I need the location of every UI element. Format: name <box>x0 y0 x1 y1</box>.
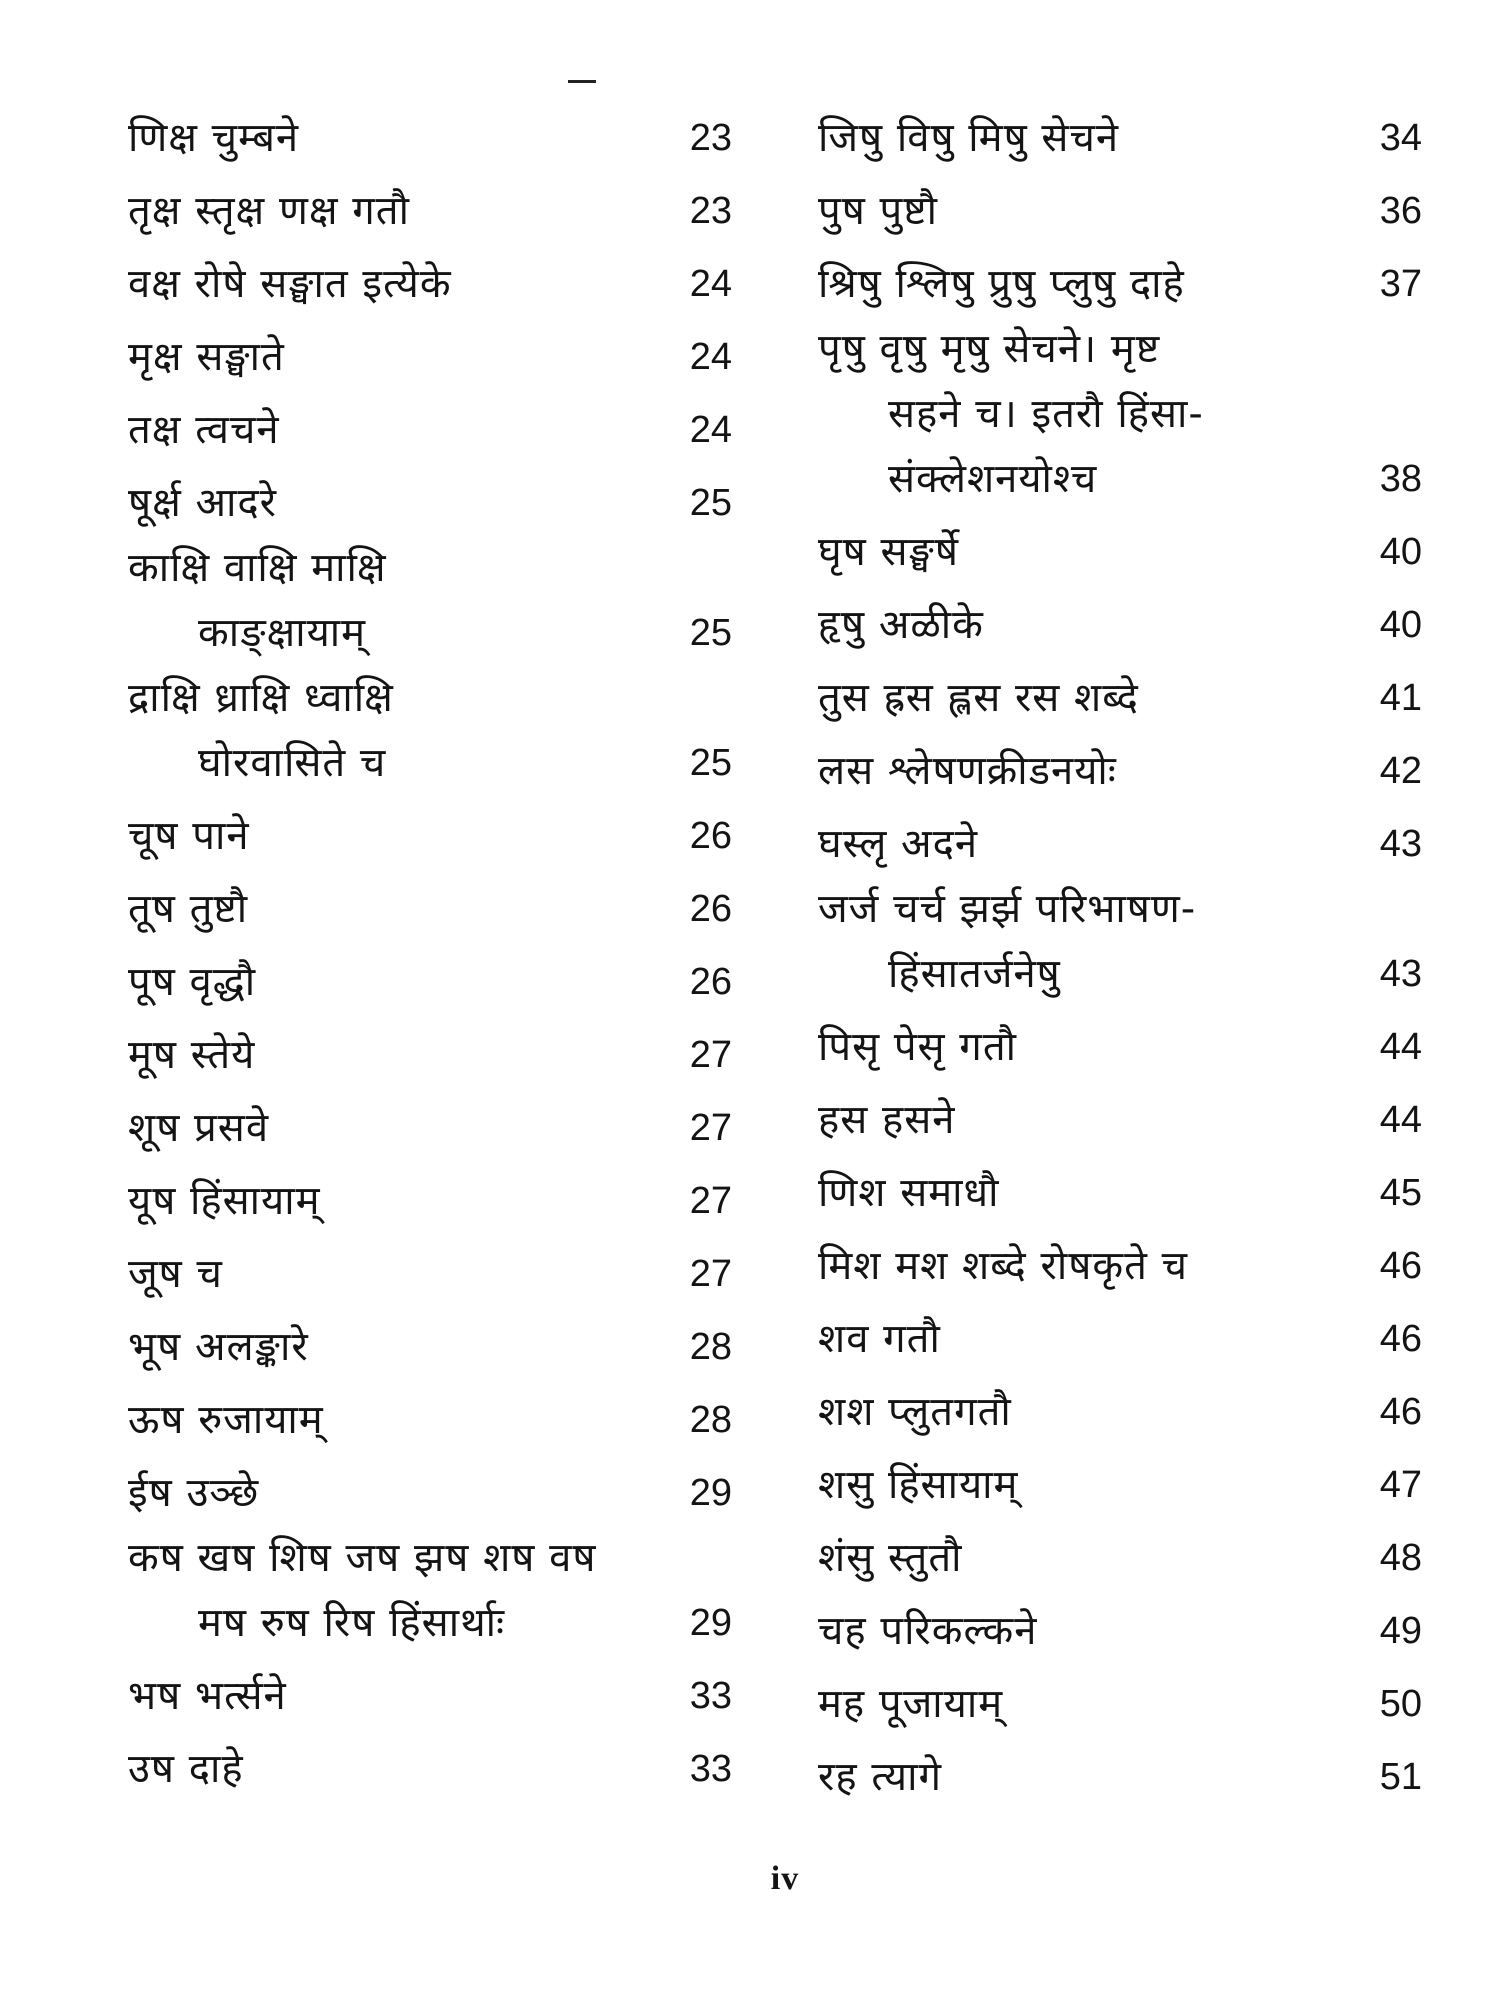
entry-title-line: शश प्लुतगतौ <box>818 1389 1012 1435</box>
entry-title-line: पुष पुष्टौ <box>818 188 938 234</box>
entry-page-number: 27 <box>689 1107 732 1149</box>
entry-page-number: 33 <box>689 1675 732 1717</box>
entry-title <box>128 252 652 317</box>
index-entry <box>818 1518 1422 1591</box>
entry-page-number: 37 <box>1379 263 1422 305</box>
entry-page-number: 27 <box>689 1253 732 1295</box>
entry-page-number: 24 <box>689 409 732 451</box>
entry-page-number: 40 <box>1379 531 1422 573</box>
entry-title-line: काक्षि वाक्षि माक्षि <box>128 545 387 591</box>
entry-title-line: मूष स्तेये <box>128 1032 256 1078</box>
index-entry <box>128 1161 732 1234</box>
entry-page-number: 49 <box>1379 1610 1422 1652</box>
index-entry <box>818 1445 1422 1518</box>
entry-title <box>818 1599 1342 1664</box>
index-entry <box>128 666 732 796</box>
entry-title-line: शूष प्रसवे <box>128 1105 270 1151</box>
entry-title-continuation: काङ्क्षायाम् <box>198 610 367 656</box>
entry-page-number: 50 <box>1379 1683 1422 1725</box>
entry-title <box>818 1672 1342 1737</box>
index-entry <box>128 1453 732 1526</box>
entry-page-number: 41 <box>1379 677 1422 719</box>
entry-title <box>818 877 1342 1007</box>
entry-title-line: शसु हिंसायाम् <box>818 1462 1019 1508</box>
index-entry <box>818 1299 1422 1372</box>
entry-page-number: 42 <box>1379 750 1422 792</box>
entry-title <box>818 1745 1342 1810</box>
entry-title <box>128 106 652 171</box>
index-entry <box>818 1372 1422 1445</box>
entry-title <box>128 877 652 942</box>
entry-title-continuation: घोरवासिते च <box>198 740 387 786</box>
entry-page-number: 27 <box>689 1180 732 1222</box>
index-entry <box>128 390 732 463</box>
index-entry <box>128 1234 732 1307</box>
entry-page-number: 46 <box>1379 1245 1422 1287</box>
entry-page-number: 25 <box>689 742 732 784</box>
index-entry <box>818 1737 1422 1810</box>
entry-title <box>128 1242 652 1307</box>
entry-title-line: चूष पाने <box>128 813 250 859</box>
entry-title-line: ऊष रुजायाम् <box>128 1397 324 1443</box>
entry-title-line: जूष च <box>128 1251 223 1297</box>
index-entry <box>128 1380 732 1453</box>
index-entry <box>128 1088 732 1161</box>
entry-page-number: 44 <box>1379 1099 1422 1141</box>
entry-page-number: 34 <box>1379 117 1422 159</box>
top-dash-mark <box>568 80 596 83</box>
entry-title-line: मिश मश शब्दे रोषकृते च <box>818 1243 1188 1289</box>
entry-title <box>818 1015 1342 1080</box>
entry-title <box>128 471 652 536</box>
entry-page-number: 24 <box>689 263 732 305</box>
entry-page-number: 29 <box>689 1472 732 1514</box>
entry-title-line: लस श्लेषणक्रीडनयोः <box>818 748 1117 794</box>
index-entry <box>128 1656 732 1729</box>
entry-title <box>128 1096 652 1161</box>
entry-title-line: पिसृ पेसृ गतौ <box>818 1024 1017 1070</box>
page-number-footer: iv <box>770 1860 800 1897</box>
entry-page-number: 45 <box>1379 1172 1422 1214</box>
index-entry <box>818 1080 1422 1153</box>
index-entry <box>128 869 732 942</box>
index-entry <box>818 98 1422 171</box>
entry-title <box>818 317 1342 512</box>
entry-title-line: रह त्यागे <box>818 1754 942 1800</box>
entry-title <box>128 1461 652 1526</box>
entry-title <box>128 1526 652 1656</box>
entry-page-number: 40 <box>1379 604 1422 646</box>
index-entry <box>128 1307 732 1380</box>
entry-title <box>128 536 652 666</box>
index-entry <box>818 1153 1422 1226</box>
index-entry <box>128 942 732 1015</box>
entry-title <box>128 1023 652 1088</box>
index-entry <box>128 536 732 666</box>
entry-title <box>818 666 1342 731</box>
index-entry <box>818 317 1422 512</box>
entry-title <box>818 1380 1342 1445</box>
index-entry <box>818 1226 1422 1299</box>
index-entry <box>818 658 1422 731</box>
entry-title <box>818 106 1342 171</box>
entry-title <box>818 812 1342 877</box>
entry-page-number: 28 <box>689 1399 732 1441</box>
entry-page-number: 25 <box>689 612 732 654</box>
entry-page-number: 44 <box>1379 1026 1422 1068</box>
entry-title <box>818 1161 1342 1226</box>
entry-page-number: 51 <box>1379 1756 1422 1798</box>
index-entry <box>128 171 732 244</box>
index-entry <box>818 1591 1422 1664</box>
entry-title-line: वक्ष रोषे सङ्घात इत्येके <box>128 261 452 307</box>
entry-title <box>128 325 652 390</box>
entry-title-line: उष दाहे <box>128 1746 244 1792</box>
entry-title <box>818 179 1342 244</box>
entry-title-continuation: सहने च। इतरौ हिंसा- <box>888 391 1204 437</box>
entry-title <box>818 739 1342 804</box>
entry-title <box>128 398 652 463</box>
entry-title <box>128 1737 652 1802</box>
entry-title <box>128 1388 652 1453</box>
entry-page-number: 27 <box>689 1034 732 1076</box>
entry-page-number: 33 <box>689 1748 732 1790</box>
entry-title-line: णिक्ष चुम्बने <box>128 115 300 161</box>
entry-title <box>128 950 652 1015</box>
index-entry <box>818 585 1422 658</box>
entry-title <box>128 1169 652 1234</box>
entry-page-number: 25 <box>689 482 732 524</box>
entry-title-line: मह पूजायाम् <box>818 1681 1004 1727</box>
entry-page-number: 48 <box>1379 1537 1422 1579</box>
index-entry <box>128 796 732 869</box>
index-entry <box>128 317 732 390</box>
entry-page-number: 46 <box>1379 1318 1422 1360</box>
entry-title-line: हस हसने <box>818 1097 956 1143</box>
index-entry <box>128 1729 732 1802</box>
index-column-right <box>818 98 1422 1810</box>
entry-title <box>128 1315 652 1380</box>
entry-title <box>818 252 1342 317</box>
entry-title-line: जिषु विषु मिषु सेचने <box>818 115 1120 161</box>
entry-page-number: 36 <box>1379 190 1422 232</box>
entry-title <box>818 1234 1342 1299</box>
entry-title <box>818 520 1342 585</box>
entry-page-number: 38 <box>1379 458 1422 500</box>
entry-page-number: 26 <box>689 888 732 930</box>
index-entry <box>818 171 1422 244</box>
entry-title-line: तृक्ष स्तृक्ष णक्ष गतौ <box>128 188 410 234</box>
entry-title <box>818 1526 1342 1591</box>
entry-title-continuation: मष रुष रिष हिंसार्थाः <box>198 1600 506 1646</box>
entry-page-number: 26 <box>689 961 732 1003</box>
entry-title <box>818 1453 1342 1518</box>
entry-title-line: तूष तुष्टौ <box>128 886 249 932</box>
index-entry <box>818 244 1422 317</box>
entry-title <box>818 1088 1342 1153</box>
entry-title-continuation: हिंसातर्जनेषु <box>888 951 1061 997</box>
index-entry <box>818 731 1422 804</box>
entry-title-line: कष खष शिष जष झष शष वष <box>128 1535 597 1581</box>
entry-title-line: श्रिषु श्लिषु प्रुषु प्लुषु दाहे <box>818 261 1185 307</box>
entry-page-number: 23 <box>689 190 732 232</box>
index-entry <box>128 98 732 171</box>
entry-title-line: भूष अलङ्कारे <box>128 1324 309 1370</box>
entry-title <box>818 1307 1342 1372</box>
index-entry <box>818 877 1422 1007</box>
entry-title-line: शंसु स्तुतौ <box>818 1535 963 1581</box>
index-entry <box>818 804 1422 877</box>
index-entry <box>128 1526 732 1656</box>
entry-title-line: घृष सङ्घर्षे <box>818 529 959 575</box>
entry-title-line: शव गतौ <box>818 1316 941 1362</box>
entry-title-line: जर्ज चर्च झर्झ परिभाषण- <box>818 886 1197 932</box>
entry-page-number: 43 <box>1379 953 1422 995</box>
entry-title <box>128 666 652 796</box>
entry-page-number: 29 <box>689 1602 732 1644</box>
entry-title-line: द्राक्षि ध्राक्षि ध्वाक्षि <box>128 675 394 721</box>
entry-title <box>818 593 1342 658</box>
entry-page-number: 24 <box>689 336 732 378</box>
index-entry <box>128 463 732 536</box>
entry-page-number: 43 <box>1379 823 1422 865</box>
index-entry <box>818 512 1422 585</box>
index-column-left <box>128 98 732 1802</box>
index-entry <box>128 1015 732 1088</box>
entry-title-line: षूर्क्ष आदरे <box>128 480 277 526</box>
entry-title <box>128 804 652 869</box>
index-entry <box>818 1007 1422 1080</box>
entry-page-number: 28 <box>689 1326 732 1368</box>
index-entry <box>128 244 732 317</box>
entry-title-line: पृषु वृषु मृषु सेचने। मृष्ट <box>818 326 1161 372</box>
entry-title-line: यूष हिंसायाम् <box>128 1178 321 1224</box>
entry-title-line: घस्लृ अदने <box>818 821 979 867</box>
entry-page-number: 23 <box>689 117 732 159</box>
entry-title-line: णिश समाधौ <box>818 1170 1000 1216</box>
entry-title <box>128 1664 652 1729</box>
entry-page-number: 46 <box>1379 1391 1422 1433</box>
entry-title-line: पूष वृद्धौ <box>128 959 257 1005</box>
entry-title <box>128 179 652 244</box>
entry-page-number: 26 <box>689 815 732 857</box>
entry-title-line: मृक्ष सङ्घाते <box>128 334 285 380</box>
entry-title-line: तुस ह्रस ह्लस रस शब्दे <box>818 675 1139 721</box>
entry-title-line: तक्ष त्वचने <box>128 407 280 453</box>
index-entry <box>818 1664 1422 1737</box>
entry-title-line: चह परिकल्कने <box>818 1608 1038 1654</box>
entry-title-line: भष भर्त्सने <box>128 1673 287 1719</box>
entry-page-number: 47 <box>1379 1464 1422 1506</box>
entry-title-line: ईष उञ्छे <box>128 1470 260 1516</box>
entry-title-continuation: संक्लेशनयोश्च <box>888 456 1098 502</box>
entry-title-line: हृषु अळीके <box>818 602 984 648</box>
